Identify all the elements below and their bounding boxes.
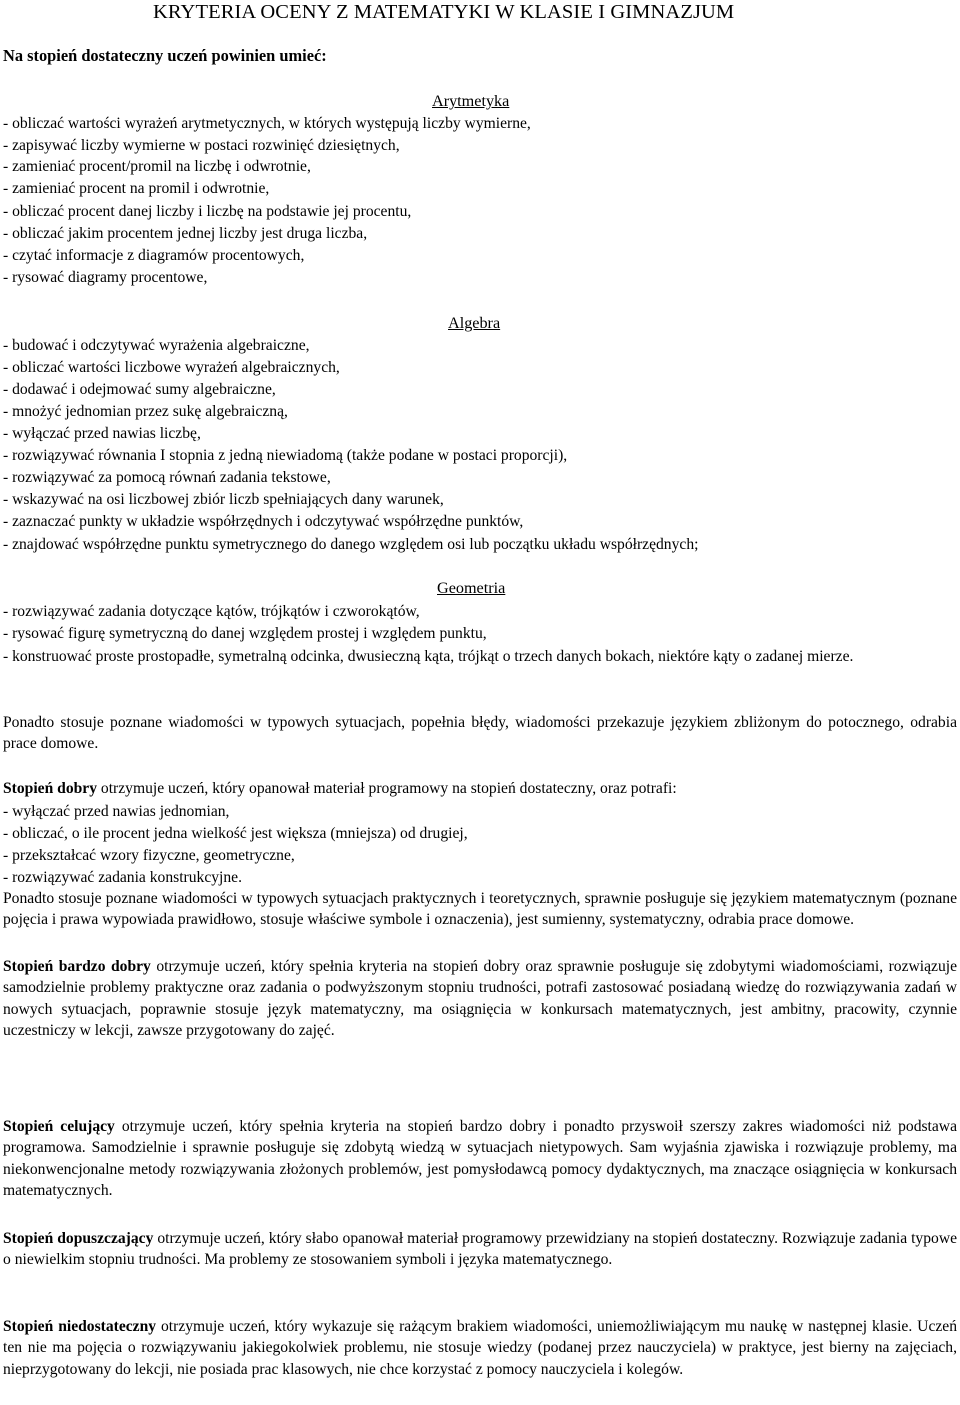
page-title: KRYTERIA OCENY Z MATEMATYKI W KLASIE I GIMNAZJUM [153,1,735,23]
grade-description: otrzymuje uczeń, który słabo opanował materiał programowy przewidziany na stopień dostateczny. Rozwiązuje zadania typowe o niewielkim stopniu trudności. Ma problemy ze stosowaniem symboli i języka matematycznego. [3,1230,957,1269]
list-item: - dodawać i odejmować sumy algebraiczne, [3,381,276,398]
list-item: - obliczać procent danej liczby i liczbę na podstawie jej procentu, [3,203,412,220]
paragraph-stopien-niedostateczny [3,1316,957,1380]
grade-description: otrzymuje uczeń, który spełnia kryteria na stopień bardzo dobry i ponadto przyswoił szerszy zakres wiadomości niż podstawa programowa. Samodzielnie i sprawnie posługuje się zdobytą wiedzą w sytuacjach nietypowych. Sam wyjaśnia zjawiska i rozwiązuje problemy, ma niekonwencjonalne metody rozwiązywania złożonych problemów, jest pomysłodawcą pomocy dydaktycznych, ma znaczące osiągnięcia w konkursach matematycznych. [3,1118,957,1200]
section-heading-algebra: Algebra [448,314,501,332]
list-item: - wskazywać na osi liczbowej zbiór liczb spełniających dany warunek, [3,491,444,508]
paragraph-stopien-dobry [3,778,957,799]
grade-label: Stopień celujący [3,1118,115,1135]
list-item: - rozwiązywać zadania konstrukcyjne. [3,869,242,886]
grade-label: Stopień dopuszczający [3,1230,154,1247]
intro-heading: Na stopień dostateczny uczeń powinien umieć: [3,46,327,65]
list-item: - obliczać jakim procentem jednej liczby jest druga liczba, [3,225,368,242]
list-item: - mnożyć jednomian przez sukę algebraiczną, [3,403,288,420]
grade-description: otrzymuje uczeń, który wykazuje się rażącym brakiem wiadomości, uniemożliwiającym mu naukę w następnej klasie. Uczeń ten nie ma pojęcia o rozwiązywaniu jakiegokolwiek problemu, nie stosuje wiedzy (podanej przez nauczyciela) w praktyce, jest bierny na zajęciach, nieprzygotowany do lekcji, nie posiada prac klasowych, nie chce korzystać z pomocy nauczyciela i kolegów. [3,1318,957,1378]
list-item: - budować i odczytywać wyrażenia algebraiczne, [3,337,310,354]
list-item: - rysować diagramy procentowe, [3,269,208,286]
list-item: - rysować figurę symetryczną do danej względem prostej i względem punktu, [3,625,487,642]
grade-label: Stopień niedostateczny [3,1318,157,1335]
list-item: - obliczać wartości wyrażeń arytmetycznych, w których występują liczby wymierne, [3,115,531,132]
list-item: - zapisywać liczby wymierne w postaci rozwinięć dziesiętnych, [3,137,400,154]
list-item: - przekształcać wzory fizyczne, geometryczne, [3,847,295,864]
list-item: - wyłączać przed nawias jednomian, [3,803,230,820]
list-item: - obliczać wartości liczbowe wyrażeń algebraicznych, [3,359,340,376]
paragraph-stopien-bardzo-dobry [3,956,957,1042]
list-item: - znajdować współrzędne punktu symetrycznego do danego względem osi lub początku układu współrzędnych; [3,536,699,553]
grade-label: Stopień bardzo dobry [3,958,151,975]
paragraph-stopien-celujacy [3,1116,957,1202]
list-item: - zamieniać procent/promil na liczbę i odwrotnie, [3,158,311,175]
list-item: - zaznaczać punkty w układzie współrzędnych i odczytywać współrzędne punktów, [3,513,524,530]
paragraph-ponadto: Ponadto stosuje poznane wiadomości w typowych sytuacjach, popełnia błędy, wiadomości przekazuje językiem zbliżonym do potocznego, odrabia prace domowe. [3,714,957,753]
list-item: - rozwiązywać równania I stopnia z jedną niewiadomą (także podane w postaci proporcji), [3,447,568,464]
paragraph-ponadto-dobry: Ponadto stosuje poznane wiadomości w typowych sytuacjach praktycznych i teoretycznych, sprawnie posługuje się językiem matematycznym (poznane pojęcia i prawa wypowiada prawidłowo, stosuje właściwe symbole i oznaczenia), jest sumienny, systematyczny, odrabia prace domowe. [3,890,957,929]
list-item: - obliczać, o ile procent jedna wielkość jest większa (mniejsza) od drugiej, [3,825,468,842]
list-item: - wyłączać przed nawias liczbę, [3,425,201,442]
list-item: - czytać informacje z diagramów procentowych, [3,247,305,264]
grade-description: otrzymuje uczeń, który spełnia kryteria na stopień dobry oraz sprawnie posługuje się zdobytymi wiadomościami, rozwiązuje samodzielnie problemy praktyczne oraz zadania o podwyższonym stopniu trudności, potrafi zastosować posiadaną wiedzę do rozwiązywania zadań w nowych sytuacjach, poprawnie stosuje język matematyczny, ma osiągnięcia w konkursach matematycznych, jest ambitny, pracowity, czynnie uczestniczy w lekcji, zawsze przygotowany do zajęć. [3,958,957,1040]
list-item: - rozwiązywać zadania dotyczące kątów, trójkątów i czworokątów, [3,603,420,620]
paragraph-stopien-dopuszczajacy [3,1228,957,1271]
list-item: - konstruować proste prostopadłe, symetralną odcinka, dwusieczną kąta, trójkąt o trzech danych bokach, niektóre kąty o zadanej mierze. [3,648,854,665]
list-item: - rozwiązywać za pomocą równań zadania tekstowe, [3,469,331,486]
grade-description: otrzymuje uczeń, który opanował materiał programowy na stopień dostateczny, oraz potrafi: [97,780,677,797]
grade-label: Stopień dobry [3,780,98,797]
section-heading-arytmetyka: Arytmetyka [432,92,510,110]
section-heading-geometria: Geometria [437,579,506,597]
list-item: - zamieniać procent na promil i odwrotnie, [3,180,270,197]
